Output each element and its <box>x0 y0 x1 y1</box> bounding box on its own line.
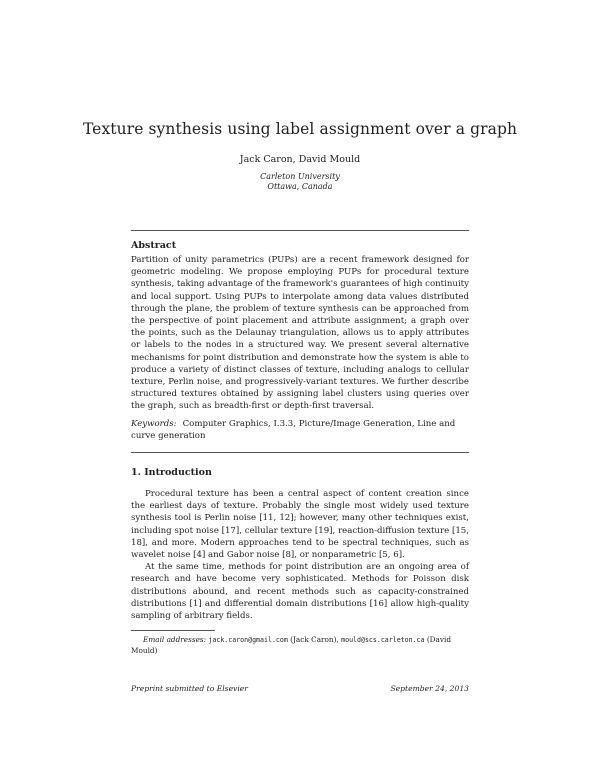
footer-date: September 24, 2013 <box>390 684 469 693</box>
footnote-email-2[interactable]: mould@scs.carleton.ca <box>341 636 425 644</box>
introduction-heading: 1. Introduction <box>131 467 212 478</box>
footnote-name-1: (Jack Caron), <box>290 635 339 644</box>
introduction-paragraph-2: At the same time, methods for point distribution are an ongoing area of research and have become very sophisticated. Methods for Poisson disk distributions abound, and recent methods such as capacity-constrained distributions [1] and differential domain distributions [16] allow high-quality sampling of arbitrary fields. <box>131 562 469 622</box>
keywords-label: Keywords: <box>131 419 177 429</box>
paper-title: Texture synthesis using label assignment over a graph <box>82 120 518 138</box>
author-location: Ottawa, Canada <box>267 182 333 191</box>
footnote-label: Email addresses: <box>143 635 207 644</box>
paper-authors: Jack Caron, David Mould <box>239 154 361 165</box>
footnote-rule <box>131 630 215 631</box>
footnote-email-1[interactable]: jack.caron@gmail.com <box>208 636 288 644</box>
footnote <box>131 635 469 656</box>
footnote-name-2: (David Mould) <box>131 635 452 655</box>
author-affiliation: Carleton University <box>260 172 340 181</box>
abstract-body: Partition of unity parametrics (PUPs) are a recent framework designed for geometric modeling. We propose employing PUPs for procedural texture synthesis, taking advantage of the framework's guarantees of high continuity and local support. Using PUPs to interpolate among data values distributed through the plane, the problem of texture synthesis can be approached from the perspective of point placement and attribute assignment; a graph over the points, such as the Delaunay triangulation, allows us to apply attributes or labels to the nodes in a structured way. We present several alternative mechanisms for point distribution and demonstrate how the system is able to produce a variety of distinct classes of texture, including analogs to cellular texture, Perlin noise, and progressively-variant textures. We further describe structured textures obtained by assigning label clusters using queries over the graph, such as breadth-first or depth-first traversal. <box>131 255 469 412</box>
footer-preprint-note: Preprint submitted to Elsevier <box>131 684 248 693</box>
keywords <box>131 418 469 442</box>
abstract-top-rule <box>131 230 469 231</box>
introduction-body <box>131 488 469 622</box>
introduction-paragraph-1: Procedural texture has been a central aspect of content creation since the earliest days of texture. Probably the single most widely used texture synthesis tool is Perlin noise [11, 12]; however, many other techniques exist, including spot noise [17], cellular texture [19], reaction-diffusion texture [15, 18], and more. Modern approaches tend to be spectral techniques, such as wavelet noise [4] and Gabor noise [8], or nonparametric [5, 6]. <box>131 489 469 561</box>
keywords-text: Computer Graphics, I.3.3, Picture/Image Generation, Line and curve generation <box>131 419 456 442</box>
abstract-heading: Abstract <box>131 240 177 251</box>
abstract-bottom-rule <box>131 452 469 453</box>
